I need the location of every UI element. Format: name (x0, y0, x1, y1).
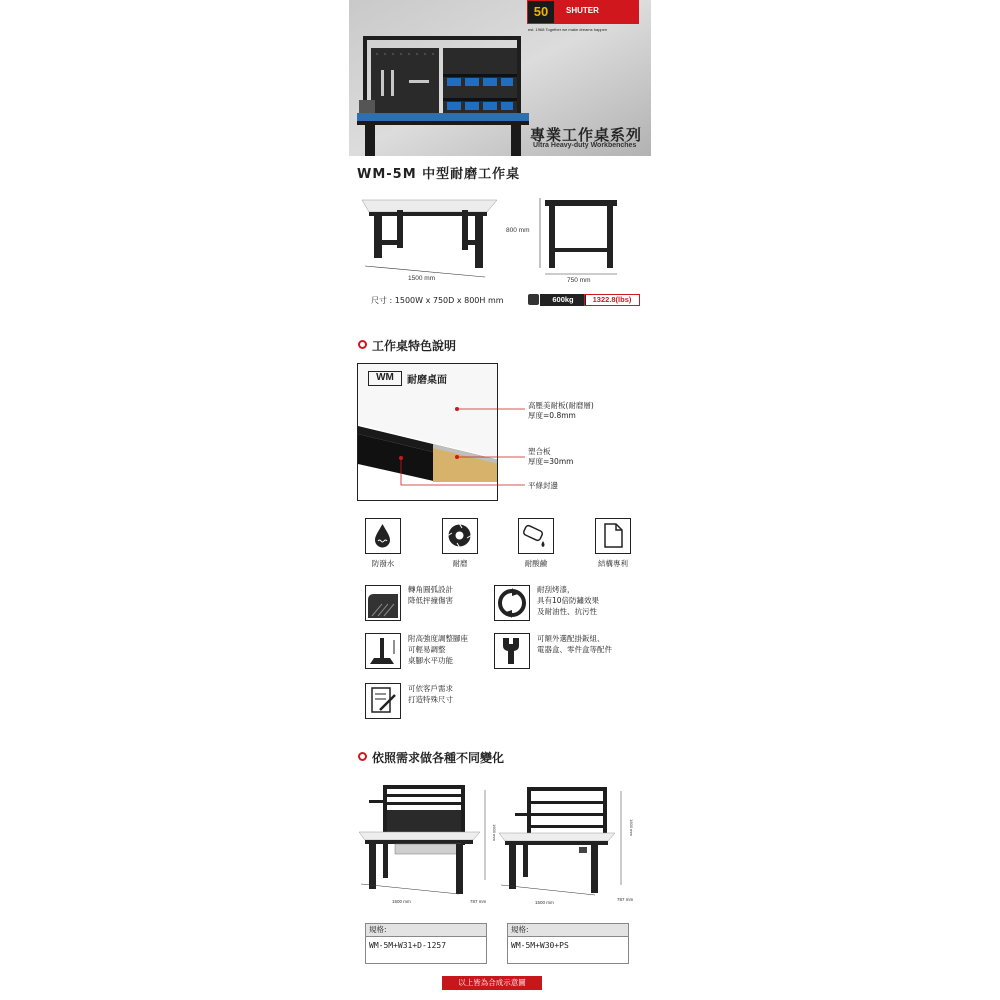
dimension-drawing (357, 190, 647, 290)
spec-value: WM-5M+W31+D-1257 (369, 941, 447, 950)
saw-blade-icon (442, 518, 478, 554)
wm-badge: WM (368, 371, 402, 386)
icon-label-wear: 耐磨 (452, 559, 468, 568)
load-kg-badge: 600kg (540, 294, 586, 306)
hero-subtitle: Ultra Heavy-duty Workbenches (533, 142, 637, 149)
section-hexagon-icon (358, 752, 367, 761)
variations-heading: 依照需求做各種不同變化 (372, 751, 505, 765)
anniversary-badge: 50 (528, 1, 554, 23)
wm-label: 耐磨桌面 (407, 375, 447, 386)
var-left-depth: 787 mm (470, 899, 487, 904)
var-right-height: 1600 mm (628, 819, 634, 836)
var-left-width: 1500 mm (392, 899, 411, 904)
variation-left-drawing (355, 780, 495, 905)
feature-accessory-text: 可額外選配掛鈑組、 電器盒、零件盒等配件 (537, 634, 612, 654)
spec-box-left (365, 923, 487, 964)
brand-name: SHUTER (566, 6, 599, 15)
spec-value: WM-5M+W30+PS (511, 941, 569, 950)
feature-custom-text: 可依客戶需求 打造特殊尺寸 (408, 684, 453, 704)
acid-beaker-icon (518, 518, 554, 554)
width-dimension: 1500 mm (408, 275, 436, 282)
icon-label-patent: 結構專利 (598, 559, 628, 568)
composite-notice: 以上皆為合成示意圖 (442, 976, 542, 990)
callout-lines (395, 400, 530, 495)
depth-dimension: 750 mm (567, 277, 591, 284)
var-right-depth: 787 mm (617, 897, 634, 902)
var-left-height: 1600 mm (491, 824, 497, 841)
icon-label-acid: 耐酸鹼 (524, 559, 548, 568)
water-drop-icon (365, 518, 401, 554)
spec-label: 規格: (366, 924, 486, 937)
wrench-icon (494, 633, 530, 669)
weight-icon (528, 294, 539, 305)
spec-label: 規格: (508, 924, 628, 937)
layer-board-text: 塑合板 厚度=30mm (528, 447, 574, 466)
size-text: 尺寸 : 1500W x 750D x 800H mm (371, 296, 504, 305)
height-dimension: 800 mm (506, 227, 530, 234)
var-right-width: 1500 mm (535, 900, 554, 905)
recycle-arrows-icon (494, 585, 530, 621)
icon-label-waterproof: 防潑水 (371, 559, 395, 568)
feature-paint-text: 耐刮烤漆， 具有10倍防鏽效果 及耐油性、抗污性 (537, 585, 600, 616)
load-lbs-badge: 1322.8(lbs) (584, 294, 640, 306)
document-icon (595, 518, 631, 554)
leveling-foot-icon (365, 633, 401, 669)
rounded-corner-icon (365, 585, 401, 621)
feature-foot-text: 附高強度調整腳座 可輕易調整 桌腳水平功能 (408, 634, 468, 665)
layer-edge-text: 平條封邊 (528, 481, 558, 490)
feature-rounded-text: 轉角圓弧設計 降低抨撞傷害 (408, 585, 453, 605)
custom-size-icon (365, 683, 401, 719)
product-title: WM-5M 中型耐磨工作桌 (357, 167, 521, 182)
hero-title: 專業工作桌系列 (530, 126, 643, 144)
spec-box-right (507, 923, 629, 964)
variation-right-drawing (495, 785, 635, 910)
brand-tagline: est. 1968 Together we make dreams happen (528, 27, 608, 32)
layer-laminate-text: 高壓美耐板(耐磨層) 厚度=0.8mm (528, 401, 594, 420)
features-heading: 工作桌特色說明 (372, 339, 457, 353)
section-hexagon-icon (358, 340, 367, 349)
